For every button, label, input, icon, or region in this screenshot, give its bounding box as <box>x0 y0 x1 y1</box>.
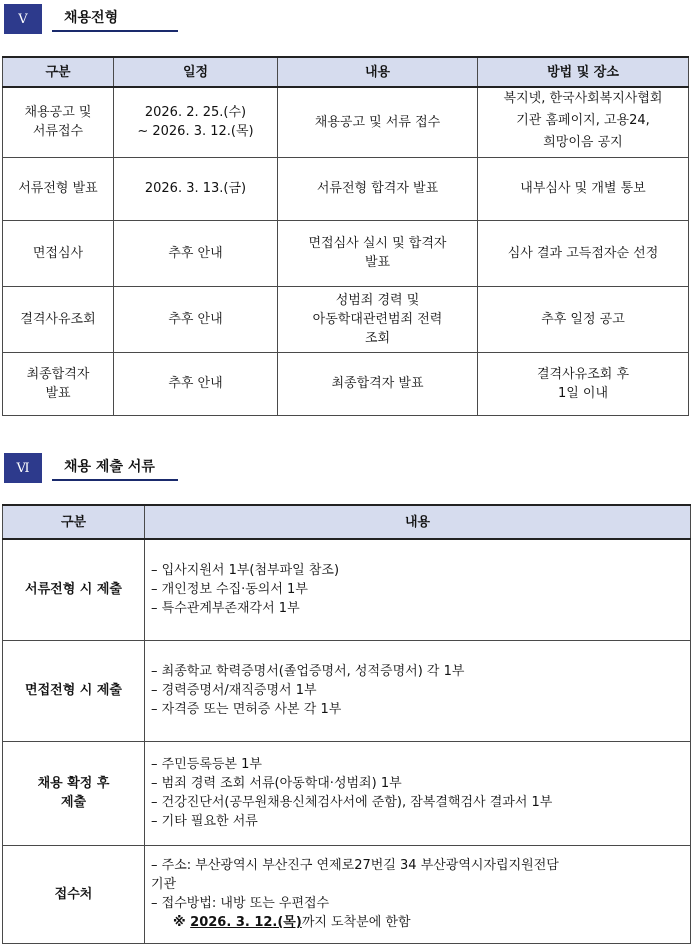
recruitment-schedule-table <box>2 56 689 416</box>
column-header: 방법 및 장소 <box>478 57 689 87</box>
cell-line: 기관 홈페이지, 고용24, <box>516 113 650 128</box>
cell-line: 최종합격자 <box>26 366 90 382</box>
row-method <box>478 286 689 352</box>
row-method <box>478 352 689 415</box>
submission-documents-table <box>2 504 691 944</box>
table-row <box>3 741 691 845</box>
cell-line: 채용공고 및 서류 접수 <box>314 114 441 130</box>
cell-line: 채용공고 및 <box>24 105 92 121</box>
row-content <box>278 87 478 157</box>
list-item: – 주민등록등본 1부 <box>151 755 684 774</box>
row-content <box>278 286 478 352</box>
row-category <box>3 539 145 640</box>
table-row <box>3 352 689 415</box>
column-header: 일정 <box>114 57 278 87</box>
cell-line: 2026. 2. 25.(수) <box>144 105 247 121</box>
cell-line: 채용 확정 후 <box>37 776 110 791</box>
cell-line: 결격사유조회 <box>20 311 96 327</box>
deadline-text: 까지 도착분에 한함 <box>301 915 411 930</box>
table-row <box>3 286 689 352</box>
row-method <box>478 157 689 220</box>
table-row <box>3 87 689 157</box>
cell-line: 면접심사 실시 및 합격자 <box>308 236 447 251</box>
row-category <box>3 352 114 415</box>
table-header-row <box>3 505 691 539</box>
row-content <box>278 352 478 415</box>
cell-line: 접수처 <box>54 886 93 902</box>
column-header: 내용 <box>145 505 691 539</box>
table-row <box>3 640 691 741</box>
list-item: – 개인정보 수집·동의서 1부 <box>151 580 684 599</box>
cell-line: 서류전형 합격자 발표 <box>316 181 439 196</box>
method-item: – 접수방법: 내방 또는 우편접수 <box>151 894 684 913</box>
cell-line: 면접전형 시 제출 <box>25 683 122 698</box>
cell-line: 아동학대관련범죄 전력 <box>312 311 443 327</box>
table-row <box>3 220 689 286</box>
section-number: Ⅴ <box>4 4 42 34</box>
cell-line: 내부심사 및 개별 통보 <box>520 181 646 196</box>
cell-line: 조회 <box>364 330 391 346</box>
row-date <box>114 286 278 352</box>
list-item: – 입사지원서 1부(첨부파일 참조) <box>151 561 684 580</box>
row-category <box>3 87 114 157</box>
row-method <box>478 220 689 286</box>
row-content <box>278 157 478 220</box>
cell-line: 서류전형 시 제출 <box>25 582 122 598</box>
note-mark: ※ <box>173 915 186 930</box>
cell-line: 추후 안내 <box>168 376 223 391</box>
table-row <box>3 539 691 640</box>
row-category <box>3 220 114 286</box>
list-item: – 범죄 경력 조회 서류(아동학대·성범죄) 1부 <box>151 774 684 793</box>
row-date <box>114 87 278 157</box>
row-items <box>145 741 691 845</box>
row-category <box>3 741 145 845</box>
row-items <box>145 845 691 943</box>
cell-line: 추후 안내 <box>168 311 223 327</box>
list-item: – 자격증 또는 면허증 사본 각 1부 <box>151 700 684 719</box>
column-header: 내용 <box>278 57 478 87</box>
cell-line: 추후 안내 <box>168 245 223 261</box>
list-item: – 기타 필요한 서류 <box>151 812 684 831</box>
cell-line: 발표 <box>364 255 391 270</box>
list-item: – 특수관계부존재각서 1부 <box>151 599 684 618</box>
cell-line: 2026. 3. 13.(금) <box>144 181 247 196</box>
cell-line: 복지넷, 한국사회복지사협회 <box>503 91 663 106</box>
row-category <box>3 286 114 352</box>
table-row <box>3 845 691 943</box>
cell-line: 발표 <box>45 385 71 401</box>
address-item: – 주소: 부산광역시 부산진구 연제로27번길 34 부산광역시자립지원전담 <box>151 856 684 875</box>
list-item: – 건강진단서(공무원채용신체검사서에 준함), 잠복결핵검사 결과서 1부 <box>151 793 684 812</box>
row-items <box>145 539 691 640</box>
section-title: 채용 제출 서류 <box>52 453 178 481</box>
cell-line: 면접심사 <box>32 245 84 261</box>
list-item: – 경력증명서/재직증명서 1부 <box>151 681 684 700</box>
cell-line: 심사 결과 고득점자순 선정 <box>507 245 659 261</box>
list-item: – 최종학교 학력증명서(졸업증명서, 성적증명서) 각 1부 <box>151 662 684 681</box>
column-header: 구분 <box>3 505 145 539</box>
cell-line: 결격사유조회 후 <box>536 366 630 382</box>
cell-line: 추후 일정 공고 <box>541 311 625 327</box>
deadline-note <box>151 913 684 932</box>
row-category <box>3 845 145 943</box>
table-row <box>3 157 689 220</box>
cell-line: 서류전형 발표 <box>18 181 98 196</box>
row-category <box>3 640 145 741</box>
deadline-date: 2026. 3. 12.(목) <box>190 915 302 930</box>
cell-line: 최종합격자 발표 <box>331 376 424 391</box>
section-number: Ⅵ <box>4 453 42 483</box>
row-date <box>114 220 278 286</box>
column-header: 구분 <box>3 57 114 87</box>
cell-line: 제출 <box>60 795 87 810</box>
row-method <box>478 87 689 157</box>
cell-line: 성범죄 경력 및 <box>335 292 420 308</box>
table-header-row <box>3 57 689 87</box>
address-continuation: 기관 <box>151 877 177 892</box>
row-content <box>278 220 478 286</box>
row-category <box>3 157 114 220</box>
row-date <box>114 157 278 220</box>
cell-line: 서류접수 <box>32 124 84 140</box>
cell-line: ~ 2026. 3. 12.(목) <box>137 124 254 140</box>
row-items <box>145 640 691 741</box>
cell-line: 1일 이내 <box>557 385 609 401</box>
row-date <box>114 352 278 415</box>
cell-line: 희망이음 공지 <box>543 135 623 150</box>
section-title: 채용전형 <box>52 4 178 32</box>
